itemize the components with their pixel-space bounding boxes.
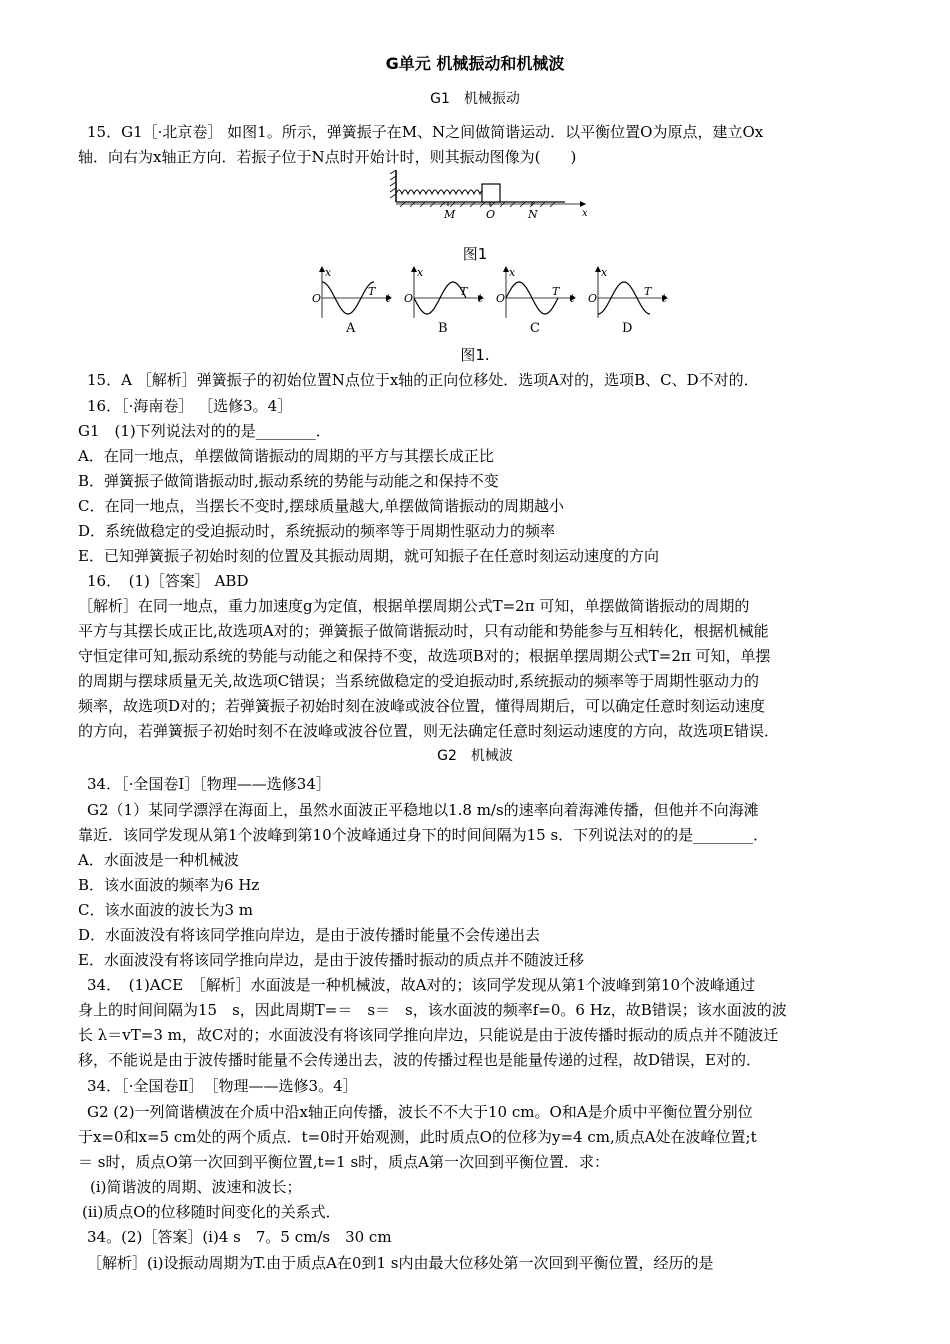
- graph-origin-label: O: [312, 292, 322, 305]
- graph-axis-t-label: t: [386, 292, 391, 305]
- q34b-stem-line: (ii)质点O的位移随时间变化的关系式．: [82, 1203, 341, 1221]
- q16-analysis-line: 的周期与摆球质量无关,故选项C错误；当系统做稳定的受迫振动时,系统振动的频率等于周期性驱动力的: [78, 672, 760, 690]
- figure-1-caption: 图1: [462, 245, 488, 263]
- q34a-stem-line: 靠近．该同学发现从第1个波峰到第10个波峰通过身下的时间间隔为15 s．下列说法对的的是________．: [78, 826, 769, 844]
- graph-axis-x-label: x: [417, 266, 424, 279]
- option-graph-d: [588, 266, 668, 336]
- graph-axis-x-label: x: [509, 266, 516, 279]
- option-graph-b: [404, 266, 484, 336]
- option-graph-a: [312, 266, 392, 336]
- option-label-d: D: [622, 321, 633, 336]
- graph-origin-label: O: [404, 292, 414, 305]
- q34b-answer: 34。(2)［答案］(i)4 s 7。5 cm/s 30 cm: [87, 1228, 392, 1246]
- figure-1-spring-oscillator: [390, 170, 600, 220]
- graph-axis-x-label: x: [601, 266, 608, 279]
- graph-axis-t-label: t: [478, 292, 483, 305]
- q34a-option-b: B．该水面波的频率为6 Hz: [78, 876, 260, 894]
- graph-axis-t-label: t: [570, 292, 575, 305]
- q15-answer: 15．A ［解析］弹簧振子的初始位置N点位于x轴的正向位移处．选项A对的，选项B、C、D不对的．: [87, 371, 759, 389]
- section-g2-heading: G2 机械波: [437, 748, 513, 764]
- graph-period-label: T: [368, 285, 376, 298]
- q16-option-d: D．系统做稳定的受迫振动时，系统振动的频率等于周期性驱动力的频率: [78, 522, 556, 540]
- q34b-analysis: ［解析］(i)设振动周期为T.由于质点A在0到1 s内由最大位移处第一次回到平衡位置，经历的是: [87, 1254, 714, 1272]
- q34a-answer-line: 34． (1)ACE ［解析］水面波是一种机械波，故A对的；该同学发现从第1个波峰到第10个波峰通过: [87, 976, 756, 994]
- q15-stem-line1: 15．G1［·北京卷］ 如图1。所示，弹簧振子在M、N之间做简谐运动．以平衡位置O为原点，建立Ox: [87, 123, 764, 141]
- graph-axis-t-label: t: [662, 292, 667, 305]
- q16-option-e: E．已知弹簧振子初始时刻的位置及其振动周期，就可知振子在任意时刻运动速度的方向: [78, 547, 659, 565]
- doc-title: G单元 机械振动和机械波: [385, 54, 565, 73]
- q34b-header: 34．［·全国卷Ⅱ］ ［物理——选修3。4］: [87, 1077, 358, 1095]
- q34a-option-c: C．该水面波的波长为3 m: [78, 901, 254, 919]
- q34b-stem-line: ＝ s时，质点O第一次回到平衡位置,t=1 s时，质点A第一次回到平衡位置．求：: [78, 1153, 609, 1171]
- q16-analysis-line: 平方与其摆长成正比,故选项A对的；弹簧振子做简谐振动时，只有动能和势能参与互相转化，根据机械能: [78, 622, 769, 640]
- fig1-label-n: N: [528, 208, 538, 220]
- fig1-label-x: x: [582, 208, 588, 219]
- q16-analysis-line: ［解析］在同一地点，重力加速度g为定值，根据单摆周期公式T=2π 可知，单摆做简谐振动的周期的: [78, 597, 750, 615]
- q34a-option-a: A．水面波是一种机械波: [78, 851, 239, 869]
- q15-stem-line2: 轴．向右为x轴正方向．若振子位于N点时开始计时，则其振动图像为( ): [78, 148, 577, 166]
- fig1-label-m: M: [444, 208, 456, 220]
- q16-header: 16．［·海南卷］ ［选修3。4］: [87, 397, 293, 415]
- fig1-label-o: O: [486, 208, 496, 220]
- option-label-a: A: [346, 321, 356, 336]
- q34a-answer-line: 长 λ＝vT=3 m，故C对的；水面波没有将该同学推向岸边，只能说是由于波传播时振动的质点并不随波迁: [78, 1026, 779, 1044]
- q34a-option-d: D．水面波没有将该同学推向岸边，是由于波传播时能量不会传递出去: [78, 926, 541, 944]
- q16-answer: 16． (1)［答案］ ABD: [87, 572, 249, 590]
- q34b-stem-line: 于x=0和x=5 cm处的两个质点．t=0时开始观测，此时质点O的位移为y=4 cm,质点A处在波峰位置;t: [78, 1128, 757, 1146]
- graph-origin-label: O: [588, 292, 598, 305]
- section-g1-heading: G1 机械振动: [430, 91, 520, 107]
- option-label-c: C: [530, 321, 540, 336]
- q16-analysis-line: 守恒定律可知,振动系统的势能与动能之和保持不变，故选项B对的；根据单摆周期公式T=2π 可知，单摆: [78, 647, 771, 665]
- graph-period-label: T: [460, 285, 468, 298]
- q16-option-b: B．弹簧振子做简谐振动时,振动系统的势能与动能之和保持不变: [78, 472, 499, 490]
- q16-analysis-line: 频率，故选项D对的；若弹簧振子初始时刻在波峰或波谷位置，懂得周期后，可以确定任意时刻运动速度: [78, 697, 766, 715]
- q16-stem: G1 (1)下列说法对的的是________．: [78, 422, 331, 440]
- figure-options-graphs: [312, 266, 672, 338]
- figure-1-2-caption: 图1.: [460, 346, 490, 364]
- q34b-stem-line: (i)简谐波的周期、波速和波长；: [90, 1178, 302, 1196]
- graph-period-label: T: [644, 285, 652, 298]
- q34a-answer-line: 身上的时间间隔为15 s，因此周期T=＝ s＝ s，该水面波的频率f=0。6 Hz，故B错误；该水面波的波: [78, 1001, 787, 1019]
- q16-option-c: C．在同一地点，当摆长不变时,摆球质量越大,单摆做简谐振动的周期越小: [78, 497, 565, 515]
- q34a-answer-line: 移，不能说是由于波传播时能量不会传递出去，波的传播过程也是能量传递的过程，故D错误，E对的．: [78, 1051, 761, 1069]
- q16-option-a: A．在同一地点，单摆做简谐振动的周期的平方与其摆长成正比: [78, 447, 494, 465]
- q34a-option-e: E．水面波没有将该同学推向岸边，是由于波传播时振动的质点并不随波迁移: [78, 951, 584, 969]
- q34a-header: 34．［·全国卷Ⅰ］［物理——选修34］: [87, 775, 331, 793]
- graph-period-label: T: [552, 285, 560, 298]
- graph-origin-label: O: [496, 292, 506, 305]
- q34a-stem-line: G2（1）某同学漂浮在海面上，虽然水面波正平稳地以1.8 m/s的速率向着海滩传播，但他并不向海滩: [87, 801, 759, 819]
- option-graph-c: [496, 266, 576, 336]
- option-label-b: B: [438, 321, 448, 336]
- graph-axis-x-label: x: [325, 266, 332, 279]
- q16-analysis-line: 的方向，若弹簧振子初始时刻不在波峰或波谷位置，则无法确定任意时刻运动速度的方向，故选项E错误．: [78, 722, 779, 740]
- q34b-stem-line: G2 (2)一列简谐横波在介质中沿x轴正向传播，波长不不大于10 cm。O和A是介质中平衡位置分别位: [87, 1103, 753, 1121]
